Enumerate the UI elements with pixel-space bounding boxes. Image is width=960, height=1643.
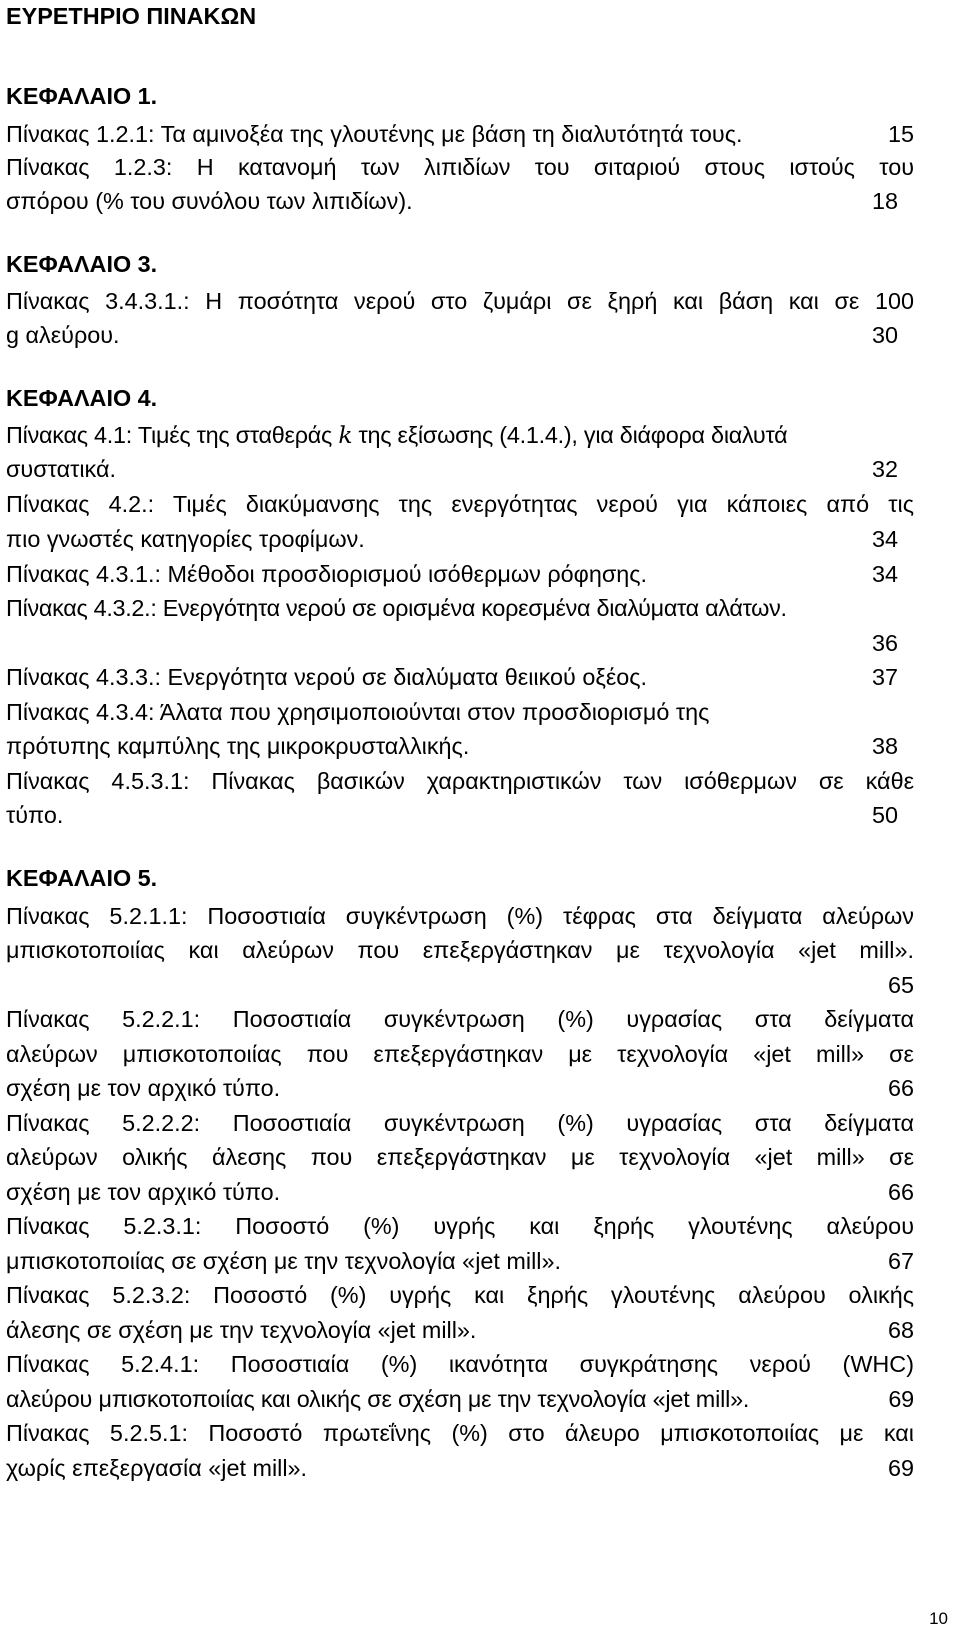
- chapter-heading: ΚΕΦΑΛΑΙΟ 3.: [6, 251, 158, 277]
- entry-title: αλεύρου μπισκοτοποιίας και ολικής σε σχέση με την τεχνολογία «jet mill».: [6, 1386, 750, 1412]
- toc-entry: Πίνακας 5.2.1.1: Ποσοστιαία συγκέντρωση (%) τέφρας στα δείγματα αλεύρων: [6, 903, 914, 929]
- toc-entry: Πίνακας 5.2.5.1: Ποσοστό πρωτεΐνης (%) στο άλευρο μπισκοτοποιίας με και: [6, 1420, 914, 1446]
- entry-title: συστατικά.: [6, 456, 116, 482]
- page-number: 10: [929, 1609, 948, 1628]
- toc-entry: Πίνακας 4.2.: Τιμές διακύμανσης της ενεργότητας νερού για κάποιες από τις: [6, 491, 914, 517]
- entry-title: πρότυπης καμπύλης της μικροκρυσταλλικής.: [6, 733, 470, 759]
- entry-title: της εξίσωσης (4.1.4.), για διάφορα διαλυτά: [358, 422, 788, 448]
- toc-entry-continuation: [6, 1380, 914, 1418]
- toc-entry-continuation: [6, 727, 914, 765]
- toc-entry: [6, 416, 914, 454]
- toc-entry: Πίνακας 4.3.4: Άλατα που χρησιμοποιούνται στον προσδιορισμό της: [6, 699, 710, 725]
- entry-title: Πίνακας 4.3.1.: Μέθοδοι προσδιορισμού ισόθερμων ρόφησης.: [6, 561, 648, 587]
- toc-entry-continuation: αλεύρων ολικής άλεσης που επεξεργάστηκαν με τεχνολογία «jet mill» σε: [6, 1144, 914, 1170]
- toc-entry: [6, 658, 914, 696]
- entry-title: σχέση με τον αρχικό τύπο.: [6, 1179, 281, 1205]
- entry-page-number: 37: [872, 664, 899, 690]
- entry-page-number: 66: [887, 1179, 914, 1205]
- toc-entry: Πίνακας 4.3.2.: Ενεργότητα νερού σε ορισμένα κορεσμένα διαλύματα αλάτων.: [6, 595, 787, 621]
- toc-entry: Πίνακας 1.2.3: Η κατανομή των λιπιδίων του σιταριού στους ιστούς του: [6, 154, 914, 180]
- entry-page-number: 50: [872, 802, 899, 828]
- entry-page-number: 68: [887, 1317, 914, 1343]
- toc-entry: Πίνακας 5.2.4.1: Ποσοστιαία (%) ικανότητα συγκράτησης νερού (WHC): [6, 1351, 914, 1377]
- toc-entry-continuation: [6, 966, 914, 1004]
- entry-title: άλεσης σε σχέση με την τεχνολογία «jet mill».: [6, 1317, 477, 1343]
- page-title: ΕΥΡΕΤΗΡΙΟ ΠΙΝΑΚΩΝ: [6, 3, 257, 29]
- toc-entry-continuation: [6, 796, 914, 834]
- entry-page-number: 34: [872, 526, 899, 552]
- entry-page-number: 32: [872, 456, 899, 482]
- toc-entry-continuation: [6, 182, 914, 220]
- toc-entry: [6, 555, 914, 593]
- toc-entry-continuation: [6, 1173, 914, 1211]
- chapter-heading: ΚΕΦΑΛΑΙΟ 5.: [6, 865, 158, 891]
- entry-page-number: 30: [872, 322, 899, 348]
- toc-entry: Πίνακας 3.4.3.1.: Η ποσότητα νερού στο ζυμάρι σε ξηρή και βάση και σε 100: [6, 288, 914, 314]
- toc-entry-continuation: [6, 1311, 914, 1349]
- toc-entry: Πίνακας 5.2.2.2: Ποσοστιαία συγκέντρωση (%) υγρασίας στα δείγματα: [6, 1110, 914, 1136]
- toc-entry-continuation: [6, 450, 914, 488]
- entry-page-number: 38: [872, 733, 899, 759]
- entry-title: τύπο.: [6, 802, 64, 828]
- toc-entry: Πίνακας 5.2.3.1: Ποσοστό (%) υγρής και ξηρής γλουτένης αλεύρου: [6, 1213, 914, 1239]
- entry-page-number: 15: [887, 121, 914, 147]
- entry-page-number: 69: [887, 1455, 914, 1481]
- entry-page-number: 18: [872, 188, 899, 214]
- toc-entry: Πίνακας 5.2.2.1: Ποσοστιαία συγκέντρωση (%) υγρασίας στα δείγματα: [6, 1006, 914, 1032]
- chapter-heading: ΚΕΦΑΛΑΙΟ 4.: [6, 385, 158, 411]
- entry-title: χωρίς επεξεργασία «jet mill».: [6, 1455, 308, 1481]
- entry-page-number: 69: [888, 1386, 914, 1412]
- chapter-heading: ΚΕΦΑΛΑΙΟ 1.: [6, 83, 158, 109]
- entry-title: μπισκοτοποιίας σε σχέση με την τεχνολογία «jet mill».: [6, 1248, 561, 1274]
- toc-entry-continuation: αλεύρων μπισκοτοποιίας που επεξεργάστηκαν με τεχνολογία «jet mill» σε: [6, 1041, 914, 1067]
- toc-entry-continuation: [6, 1242, 914, 1280]
- toc-entry-continuation: [6, 316, 914, 354]
- toc-entry-continuation: [6, 1069, 914, 1107]
- entry-title: Πίνακας 4.3.3.: Ενεργότητα νερού σε διαλύματα θειικού οξέος.: [6, 664, 648, 690]
- toc-entry: Πίνακας 4.5.3.1: Πίνακας βασικών χαρακτηριστικών των ισόθερμων σε κάθε: [6, 768, 914, 794]
- entry-page-number: 66: [887, 1075, 914, 1101]
- entry-title: g αλεύρου.: [6, 322, 120, 348]
- toc-entry-continuation: [6, 1449, 914, 1487]
- entry-page-number: 65: [887, 972, 914, 998]
- entry-title: Πίνακας 4.1: Τιμές της σταθεράς: [6, 422, 333, 448]
- toc-entry-continuation: μπισκοτοποιίας και αλεύρων που επεξεργάστηκαν με τεχνολογία «jet mill».: [6, 937, 914, 963]
- toc-entry-continuation: [6, 624, 914, 662]
- entry-title: πιο γνωστές κατηγορίες τροφίμων.: [6, 526, 365, 552]
- constant-symbol: k: [338, 421, 353, 449]
- entry-title: σχέση με τον αρχικό τύπο.: [6, 1075, 281, 1101]
- entry-page-number: 36: [872, 630, 899, 656]
- entry-title: σπόρου (% του συνόλου των λιπιδίων).: [6, 188, 413, 214]
- entry-title: Πίνακας 1.2.1: Τα αμινοξέα της γλουτένης με βάση τη διαλυτότητά τους.: [6, 121, 743, 147]
- toc-entry: Πίνακας 5.2.3.2: Ποσοστό (%) υγρής και ξηρής γλουτένης αλεύρου ολικής: [6, 1282, 914, 1308]
- entry-page-number: 67: [887, 1248, 914, 1274]
- toc-entry-continuation: [6, 520, 914, 558]
- entry-page-number: 34: [872, 561, 899, 587]
